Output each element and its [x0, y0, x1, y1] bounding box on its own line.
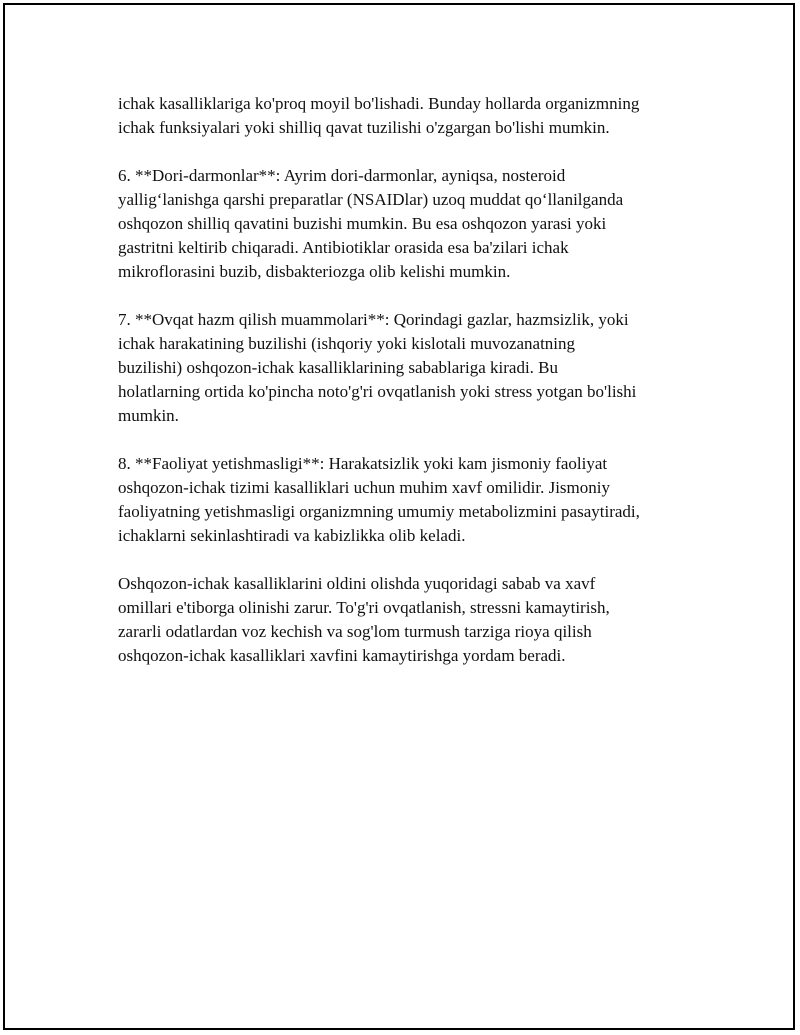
text-line: buzilishi) oshqozon-ichak kasalliklarining sabablariga kiradi. Bu	[118, 358, 558, 377]
text-line: zararli odatlardan voz kechish va sog'lom turmush tarziga rioya qilish	[118, 622, 592, 641]
text-line: oshqozon-ichak kasalliklari xavfini kamaytirishga yordam beradi.	[118, 646, 566, 665]
text-line: Oshqozon-ichak kasalliklarini oldini olishda yuqoridagi sabab va xavf	[118, 574, 596, 593]
text-line: omillari e'tiborga olinishi zarur. To'g'ri ovqatlanish, stressni kamaytirish,	[118, 598, 610, 617]
text-line: 6. **Dori-darmonlar**: Ayrim dori-darmonlar, ayniqsa, nosteroid	[118, 166, 566, 185]
text-line: 8. **Faoliyat yetishmasligi**: Harakatsizlik yoki kam jismoniy faoliyat	[118, 454, 608, 473]
text-line: mumkin.	[118, 406, 179, 425]
text-line: oshqozon-ichak tizimi kasalliklari uchun muhim xavf omilidir. Jismoniy	[118, 478, 610, 497]
paragraph-conclusion	[118, 572, 708, 668]
document-body	[118, 92, 708, 692]
paragraph-medications	[118, 164, 708, 284]
paragraph-physical-inactivity	[118, 452, 708, 548]
text-line: gastritni keltirib chiqaradi. Antibiotiklar orasida esa ba'zilari ichak	[118, 238, 569, 257]
text-line: holatlarning ortida ko'pincha noto'g'ri ovqatlanish yoki stress yotgan bo'lishi	[118, 382, 637, 401]
paragraph-digestion-problems	[118, 308, 708, 428]
text-line: ichak harakatining buzilishi (ishqoriy yoki kislotali muvozanatning	[118, 334, 576, 353]
text-line: oshqozon shilliq qavatini buzishi mumkin. Bu esa oshqozon yarasi yoki	[118, 214, 607, 233]
text-line: ichak funksiyalari yoki shilliq qavat tuzilishi o'zgargan bo'lishi mumkin.	[118, 118, 610, 137]
text-line: faoliyatning yetishmasligi organizmning umumiy metabolizmini pasaytiradi,	[118, 502, 640, 521]
text-line: 7. **Ovqat hazm qilish muammolari**: Qorindagi gazlar, hazmsizlik, yoki	[118, 310, 629, 329]
text-line: yallig‘lanishga qarshi preparatlar (NSAIDlar) uzoq muddat qo‘llanilganda	[118, 190, 624, 209]
text-line: ichak kasalliklariga ko'proq moyil bo'lishadi. Bunday hollarda organizmning	[118, 94, 640, 113]
text-line: mikroflorasini buzib, disbakteriozga olib kelishi mumkin.	[118, 262, 511, 281]
paragraph-continuation	[118, 92, 708, 140]
text-line: ichaklarni sekinlashtiradi va kabizlikka olib keladi.	[118, 526, 466, 545]
